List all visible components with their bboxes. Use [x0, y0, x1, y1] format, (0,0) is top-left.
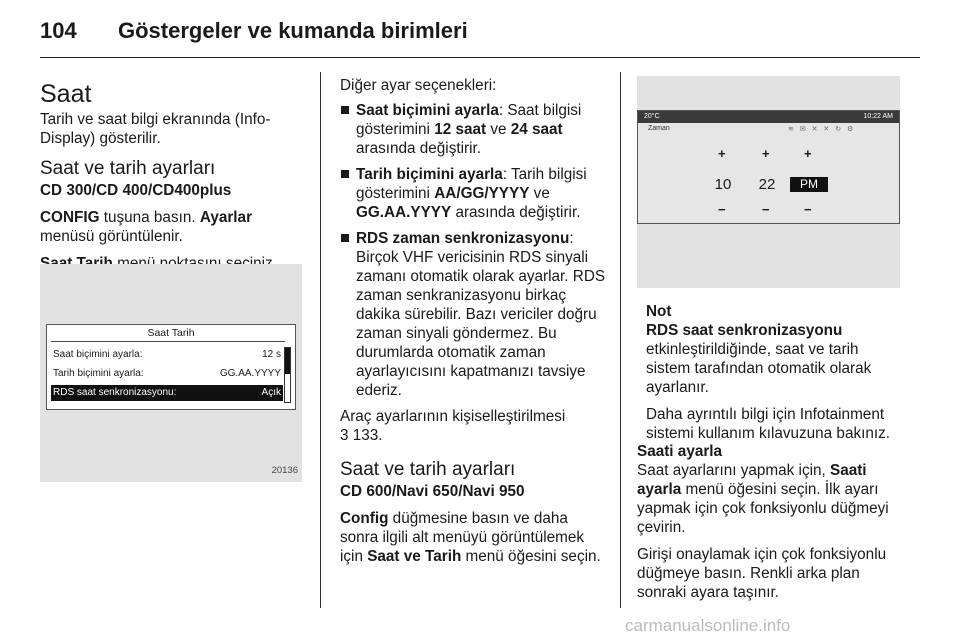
menu-title: Saat Tarih: [147, 327, 195, 339]
screen-topbar: [638, 111, 899, 123]
subheading-2: Saat ve tarih ayarları: [340, 459, 516, 480]
set-time-section: [637, 441, 903, 610]
instruction-config-2: Config düğmesine basın ve daha sonra ilgili alt menüyü görüntülemek için Saat ve Tarih menü öğesini seçin.: [340, 510, 601, 565]
chapter-title: Göstergeler ve kumanda birimleri: [118, 18, 468, 43]
option-date-format: Tarih biçimini ayarla: Tarih bilgisi gösterimini AA/GG/YYYY ve GG.AA.YYYY arasında değiştirir.: [340, 165, 610, 222]
options-intro: Diğer ayar seçenekleri:: [340, 77, 497, 94]
vehicle-settings-ref: Araç ayarlarının kişiselleştirilmesi 3 133.: [340, 408, 566, 444]
ampm-plus-icon: +: [804, 146, 812, 161]
set-time-heading: Saati ayarla: [637, 443, 723, 460]
column-divider-2: [620, 72, 621, 608]
note-title: RDS saat senkronizasyonu: [646, 322, 843, 339]
hour-plus-icon: +: [718, 146, 726, 161]
figure-zaman-screen: [637, 76, 900, 288]
minute-minus-icon: −: [762, 202, 770, 217]
intro-text: Tarih ve saat bilgi ekranında (Info-Display) gösterilir.: [40, 111, 271, 147]
minute-plus-icon: +: [762, 146, 770, 161]
scrollbar-thumb: [285, 348, 290, 374]
screen-title: Zaman: [648, 125, 670, 132]
hour-value: 10: [714, 176, 732, 193]
page-header: [40, 14, 920, 58]
option-rds-sync: RDS zaman senkronizasyonu: Birçok VHF vericisinin RDS sinyali zamanı otomatik olarak ayarlar. RDS zaman senkranizasyonu birkaç dakika sürebilir. Bazı vericiler doğru zaman sinyali göndermez. Bu durumlarda otomatik zaman ayarlayıcısını kapatmanızı tavsiye ederiz.: [340, 229, 610, 400]
column-divider-1: [320, 72, 321, 608]
page-ref-icon: 3: [340, 427, 349, 444]
section-title: Saat: [40, 80, 92, 108]
column-2: [340, 76, 610, 574]
options-list: [340, 101, 610, 400]
menu-panel: [46, 324, 296, 410]
ampm-value: PM: [790, 177, 828, 192]
menu-row-time-format: Saat biçimini ayarla: 12 s: [53, 349, 281, 360]
hour-minus-icon: −: [718, 202, 726, 217]
menu-divider: [51, 341, 285, 342]
set-time-text-1: Saat ayarlarını yapmak için, Saati ayarla menü öğesini seçin. İlk ayarı yapmak için çok fonksiyonlu düğmeyi çevirin.: [637, 462, 889, 536]
menu-row-rds-sync: RDS saat senkronizasyonu: Açık: [51, 385, 283, 401]
ampm-minus-icon: −: [804, 202, 812, 217]
bullet-icon: [341, 106, 349, 114]
note-box: [637, 302, 903, 451]
menu-scrollbar: [284, 347, 291, 403]
note-text-2: Daha ayrıntılı bilgi için Infotainment sistemi kullanım kılavuzuna bakınız.: [646, 406, 891, 442]
page-number: 104: [40, 18, 77, 43]
column-1: [40, 76, 306, 281]
figure-number: 20136: [271, 465, 298, 476]
set-time-text-2: Girişi onaylamak için çok fonksiyonlu düğmeye basın. Renkli arka plan sonraki ayara taşınır.: [637, 546, 887, 601]
status-icons: ≋ ✉ ✕ ✕ ↻ ⚙: [788, 126, 856, 133]
minute-value: 22: [758, 176, 776, 193]
model-heading-2: CD 600/Navi 650/Navi 950: [340, 483, 525, 500]
note-text-1: etkinleştirildiğinde, saat ve tarih sistem tarafından otomatik olarak ayarlanır.: [646, 341, 872, 396]
note-label: Not: [646, 303, 672, 320]
menu-row-date-format: Tarih biçimini ayarla: GG.AA.YYYY: [53, 368, 281, 379]
temperature-readout: 20°C: [644, 113, 660, 120]
watermark: carmanualsonline.info: [625, 616, 791, 635]
info-display-screen: [637, 110, 900, 224]
figure-saat-tarih-menu: [40, 264, 302, 482]
subheading: Saat ve tarih ayarları: [40, 158, 216, 179]
bullet-icon: [341, 234, 349, 242]
bullet-icon: [341, 170, 349, 178]
model-heading: CD 300/CD 400/CD400plus: [40, 182, 232, 199]
clock-readout: 10:22 AM: [863, 113, 893, 120]
option-time-format: Saat biçimini ayarla: Saat bilgisi gösterimini 12 saat ve 24 saat arasında değiştirir.: [340, 101, 610, 158]
instruction-config: CONFIG tuşuna basın. Ayarlar menüsü görüntülenir.: [40, 209, 253, 245]
